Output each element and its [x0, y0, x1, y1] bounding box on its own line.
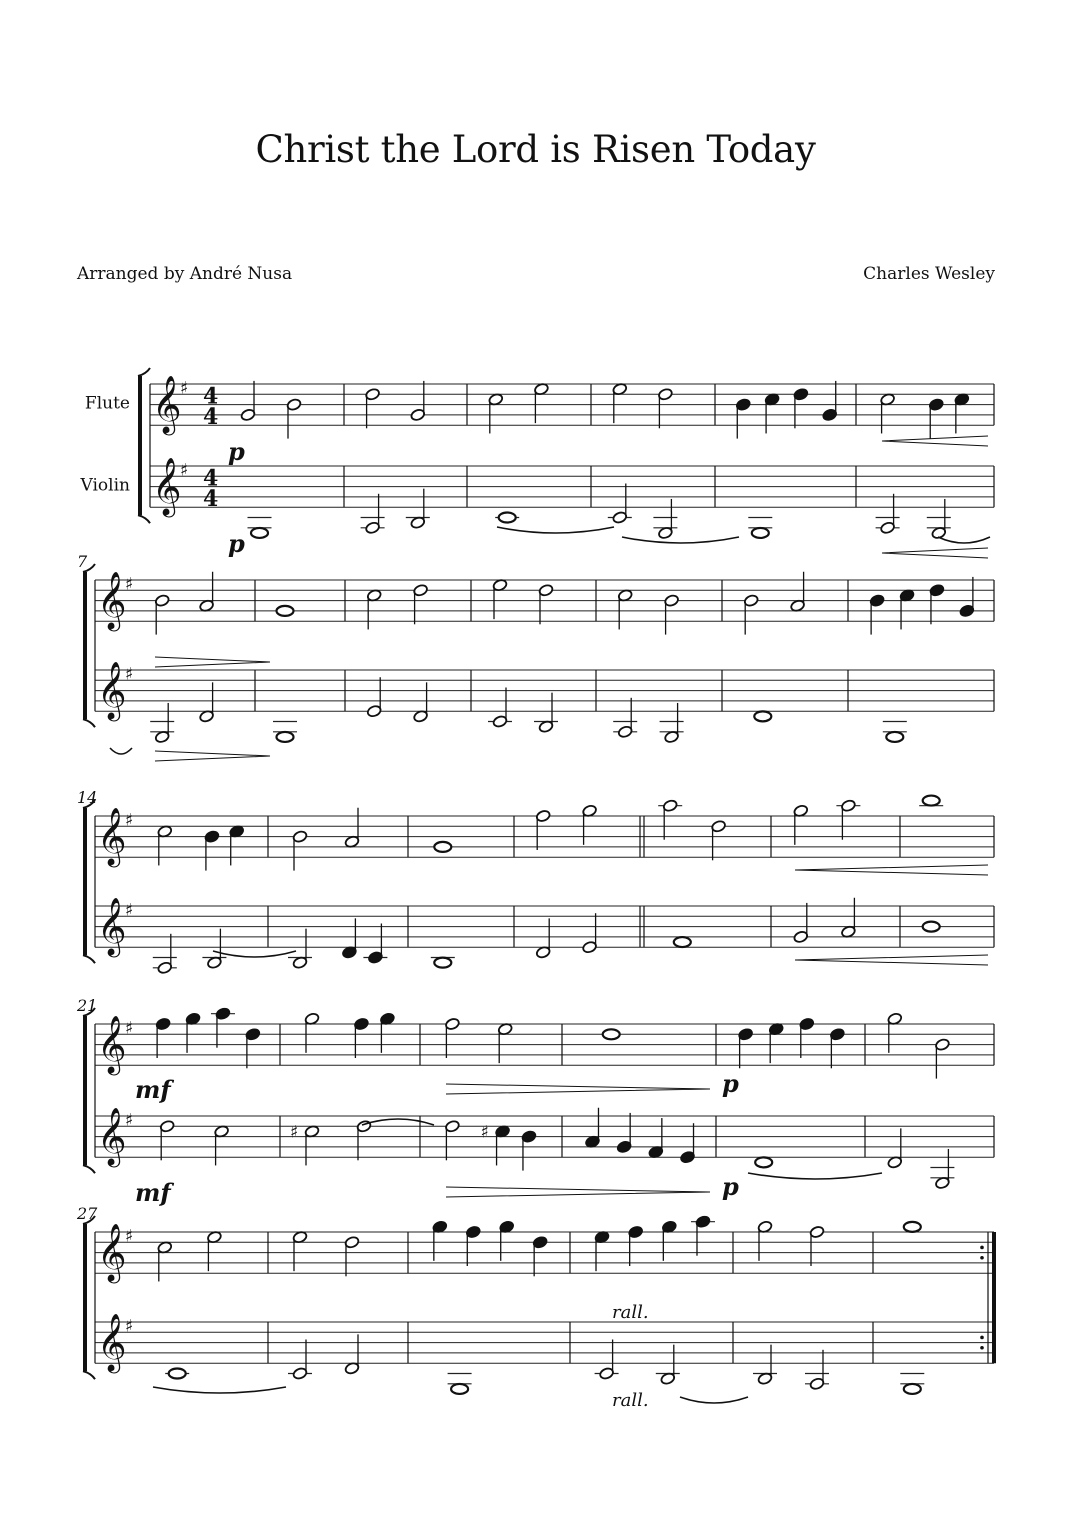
time-signature: 4 — [203, 383, 219, 410]
dynamic-piano: p — [228, 529, 245, 558]
repeat-dot — [980, 1246, 984, 1250]
measure-number: 7 — [77, 552, 88, 571]
dynamic-mezzoforte: mf — [135, 1178, 171, 1207]
treble-clef-icon: 𝄞 — [97, 897, 127, 956]
notehead — [434, 842, 451, 852]
key-sharp-icon: ♯ — [125, 1110, 134, 1131]
treble-clef-icon: 𝄞 — [97, 661, 127, 720]
dynamic-piano: p — [228, 437, 245, 466]
time-signature: 4 — [203, 465, 219, 492]
tie — [748, 1173, 882, 1179]
key-sharp-icon: ♯ — [180, 378, 189, 399]
diminuendo-hairpin — [155, 751, 270, 761]
flute-label: Flute — [84, 393, 130, 414]
key-sharp-icon: ♯ — [125, 900, 134, 921]
treble-clef-icon: 𝄞 — [97, 1107, 127, 1166]
tie — [362, 1119, 434, 1125]
bracket-hook — [138, 515, 150, 523]
notehead — [434, 958, 451, 968]
crescendo-hairpin — [795, 865, 988, 875]
tie — [213, 951, 296, 957]
time-signature: 4 — [203, 486, 219, 513]
notehead — [277, 732, 294, 742]
dynamic-piano: p — [722, 1069, 739, 1098]
notehead — [923, 922, 940, 932]
repeat-dot — [980, 1336, 984, 1340]
tie — [153, 1387, 286, 1393]
tie — [622, 537, 739, 543]
treble-clef-icon: 𝄞 — [97, 571, 127, 630]
tie — [938, 537, 990, 543]
treble-clef-icon: 𝄞 — [152, 457, 182, 516]
treble-clef-icon: 𝄞 — [97, 1313, 127, 1372]
repeat-dot — [980, 1256, 984, 1260]
diminuendo-hairpin — [446, 1084, 710, 1094]
page-title: Christ the Lord is Risen Today — [255, 128, 816, 171]
crescendo-hairpin — [882, 548, 988, 558]
arranger-credit: Arranged by André Nusa — [77, 264, 293, 284]
bracket-hook — [83, 719, 95, 727]
notehead — [451, 1384, 468, 1394]
bracket-hook — [138, 368, 150, 376]
notehead — [277, 606, 294, 616]
tempo-rall: rall. — [612, 1302, 649, 1323]
notehead — [886, 732, 903, 742]
key-sharp-icon: ♯ — [125, 1226, 134, 1247]
bracket-hook — [83, 955, 95, 963]
violin-label: Violin — [80, 475, 130, 496]
measure-number: 27 — [77, 1204, 98, 1223]
treble-clef-icon: 𝄞 — [97, 1015, 127, 1074]
notehead — [755, 1157, 772, 1167]
key-sharp-icon: ♯ — [125, 1316, 134, 1337]
key-sharp-icon: ♯ — [125, 664, 134, 685]
diminuendo-hairpin — [155, 657, 270, 667]
treble-clef-icon: 𝄞 — [152, 375, 182, 434]
repeat-dot — [980, 1346, 984, 1350]
notehead — [752, 528, 769, 538]
key-sharp-icon: ♯ — [125, 810, 134, 831]
crescendo-hairpin — [882, 436, 988, 446]
diminuendo-hairpin — [446, 1187, 710, 1197]
measure-number: 21 — [77, 996, 98, 1015]
notehead — [754, 711, 771, 721]
composer-credit: Charles Wesley — [863, 264, 995, 284]
time-signature: 4 — [203, 404, 219, 431]
key-sharp-icon: ♯ — [180, 460, 189, 481]
notehead — [169, 1369, 186, 1379]
measure-number: 14 — [77, 788, 98, 807]
notehead — [251, 528, 268, 538]
notehead — [923, 796, 940, 806]
notehead — [603, 1029, 620, 1039]
accidental-sharp-icon: ♯ — [480, 1122, 489, 1143]
notehead — [904, 1384, 921, 1394]
tie — [680, 1397, 748, 1403]
tie — [110, 748, 132, 754]
bracket-hook — [83, 1371, 95, 1379]
tie — [497, 527, 614, 533]
crescendo-hairpin — [795, 955, 988, 965]
bracket-hook — [83, 1165, 95, 1173]
accidental-sharp-icon: ♯ — [290, 1122, 299, 1143]
dynamic-mezzoforte: mf — [135, 1075, 171, 1104]
dynamic-piano: p — [722, 1172, 739, 1201]
notehead — [904, 1222, 921, 1232]
tempo-rall: rall. — [612, 1390, 649, 1411]
treble-clef-icon: 𝄞 — [97, 807, 127, 866]
key-sharp-icon: ♯ — [125, 1018, 134, 1039]
treble-clef-icon: 𝄞 — [97, 1223, 127, 1282]
notehead — [499, 513, 516, 523]
key-sharp-icon: ♯ — [125, 574, 134, 595]
notehead — [674, 937, 691, 947]
